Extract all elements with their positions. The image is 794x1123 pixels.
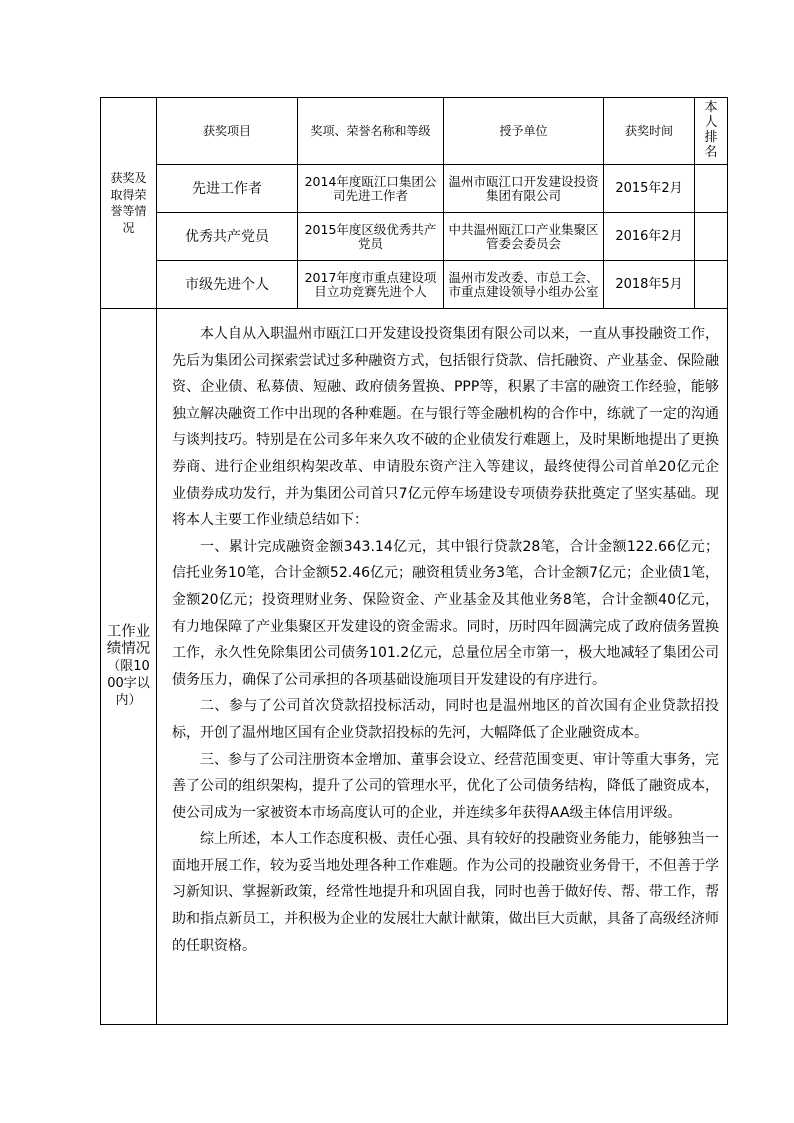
header-award-name: 奖项、荣誉名称和等级 [298,98,444,165]
header-time: 获奖时间 [604,98,695,165]
summary-paragraph: 一、累计完成融资金额343.14亿元，其中银行贷款28笔，合计金额122.66亿元；信托业务10笔，合计金额52.46亿元；融资租赁业务3笔，合计金额7亿元；企业债1笔，金额20亿元；投资理财业务、保险资金、产业基金及其他业务8笔，合计金额40亿元，有力地保障了产业集聚区开发建设的资金需求。同时，历时四年圆满完成了政府债务置换工作，永久性免除集团公司债务101.2亿元，总量位居全市第一，极大地减轻了集团公司债务压力，确保了公司承担的各项基础设施项目开发建设的有序进行。 [172,538,719,688]
header-organization: 授予单位 [444,98,604,165]
award-organization: 温州市发改委、市总工会、市重点建设领导小组办公室 [444,261,604,309]
header-rank: 本人排名 [695,98,728,165]
summary-paragraph: 本人自从入职温州市瓯江口开发建设投资集团有限公司以来，一直从事投融资工作，先后为集团公司探索尝试过多种融资方式，包括银行贷款、信托融资、产业基金、保险融资、企业债、私募债、短融、政府债务置换、PPP等，积累了丰富的融资工作经验，能够独立解决融资工作中出现的各种难题。在与银行等金融机构的合作中，练就了一定的沟通与谈判技巧。特别是在公司多年来久攻不破的企业债发行难题上，及时果断地提出了更换券商、进行企业组织构架改革、申请股东资产注入等建议，最终使得公司首单20亿元企业债券成功发行，并为集团公司首只7亿元停车场建设专项债券获批奠定了坚实基础。现将本人主要工作业绩总结如下： [172,326,719,529]
header-project: 获奖项目 [157,98,298,165]
work-summary [157,309,728,1025]
work-label-note: （限1000字以内） [107,659,150,708]
award-rank [695,165,728,213]
summary-paragraph: 二、参与了公司首次贷款招投标活动，同时也是温州地区的首次国有企业贷款招投标，开创了温州地区国有企业贷款招投标的先河，大幅降低了企业融资成本。 [172,698,719,741]
award-time: 2015年2月 [604,165,695,213]
summary-paragraph: 三、参与了公司注册资本金增加、董事会设立、经营范围变更、审计等重大事务，完善了公司的组织架构，提升了公司的管理水平，优化了公司债务结构，降低了融资成本，使公司成为一家被资本市场高度认可的企业，并连续多年获得AA级主体信用评级。 [172,751,719,821]
work-row [101,309,728,1025]
award-project: 优秀共产党员 [157,213,298,261]
work-label-text: 工作业绩情况 [106,624,151,657]
award-row [101,261,728,309]
award-project: 市级先进个人 [157,261,298,309]
award-name: 2017年度市重点建设项目立功竞赛先进个人 [298,261,444,309]
award-rank [695,213,728,261]
awards-header-row [101,98,728,165]
award-time: 2018年5月 [604,261,695,309]
award-name: 2015年度区级优秀共产党员 [298,213,444,261]
award-project: 先进工作者 [157,165,298,213]
award-name: 2014年度瓯江口集团公司先进工作者 [298,165,444,213]
work-section-label [101,309,157,1025]
award-organization: 温州市瓯江口开发建设投资集团有限公司 [444,165,604,213]
award-organization: 中共温州瓯江口产业集聚区管委会委员会 [444,213,604,261]
award-row [101,165,728,213]
summary-paragraph: 综上所述，本人工作态度积极、责任心强、具有较好的投融资业务能力，能够独当一面地开展工作，较为妥当地处理各种工作难题。作为公司的投融资业务骨干，不但善于学习新知识、掌握新政策，经常性地提升和巩固自我，同时也善于做好传、帮、带工作，帮助和指点新员工，并积极为企业的发展壮大献计献策，做出巨大贡献，具备了高级经济师的任职资格。 [172,831,719,954]
award-rank [695,261,728,309]
application-form-table [100,97,728,1025]
award-time: 2016年2月 [604,213,695,261]
awards-section-label: 获奖及取得荣誉等情况 [101,98,157,309]
award-row [101,213,728,261]
